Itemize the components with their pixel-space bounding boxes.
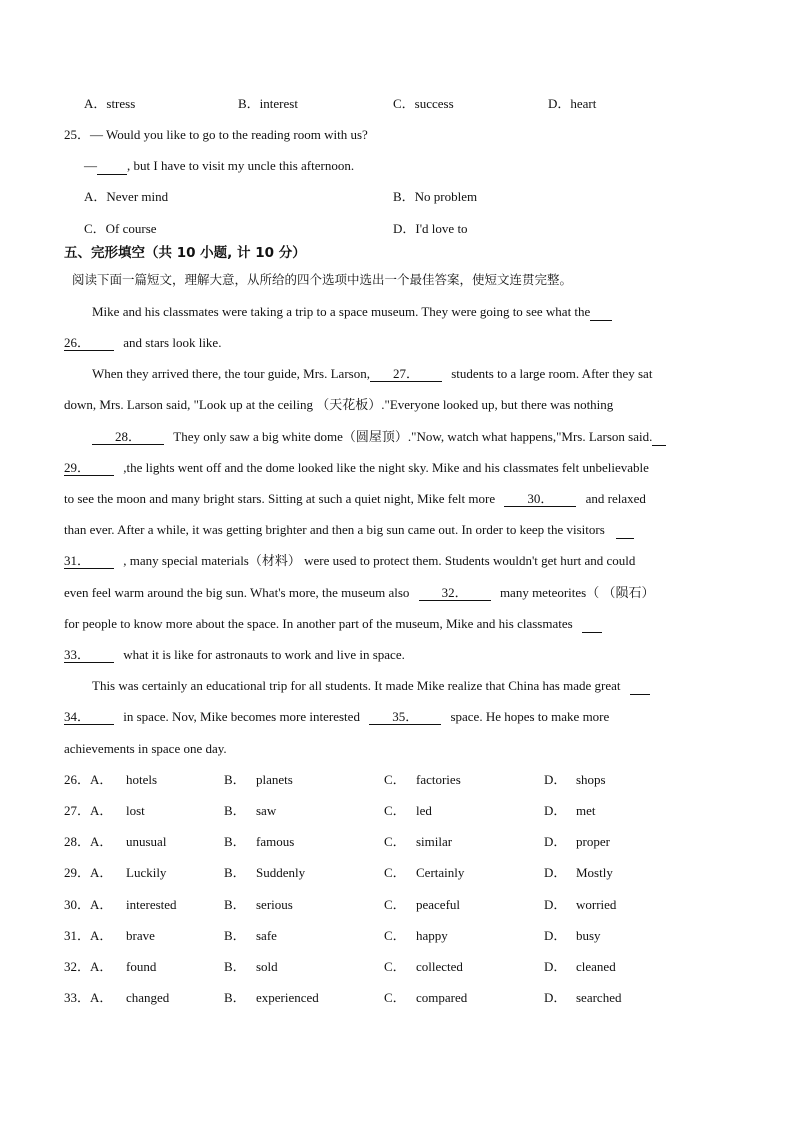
blank-26: 26． [64,336,114,351]
option-c-label: C． [384,772,406,787]
option-d-label: D． [544,959,567,974]
option-d-label: D． [544,990,567,1005]
option-d: busy [576,928,601,943]
blank-lead [582,616,602,633]
passage-text: in space. Nov, Mike becomes more interested [123,709,360,724]
passage-text: Mike and his classmates were taking a trip to a space museum. They were going to see what the [92,304,591,319]
option-a: hotels [126,772,158,787]
choice-row-33 [64,990,744,1008]
option-b-label: B． [224,834,246,849]
q24-option-b: B．interest [238,96,298,111]
passage-text: than ever. After a while, it was getting brighter and then a big sun came out. In order to keep the visitors [64,522,605,537]
q24-option-c: C．success [393,96,454,111]
option-b-label: B． [224,803,246,818]
option-d-label: D． [544,772,567,787]
option-d: shops [576,772,606,787]
option-b-label: B． [224,865,246,880]
q24-option-d: D．heart [548,96,597,111]
choice-number: 27．A． [64,803,113,818]
q25-reply-dash: — [84,158,97,173]
passage-text: This was certainly an educational trip for all students. It made Mike realize that China has made great [92,678,621,693]
blank-28: 28． [92,430,164,445]
option-d-label: D． [544,928,567,943]
choice-row-28 [64,834,744,852]
option-b-label: B． [224,772,246,787]
option-a: brave [126,928,155,943]
choice-row-27 [64,803,744,821]
blank-27: 27． [370,367,442,382]
option-d: worried [576,897,617,912]
passage-text: students to a large room. After they sat [451,366,653,381]
blank-30: 30． [504,492,576,507]
option-d: proper [576,834,610,849]
option-b-label: B． [224,959,246,974]
option-c-label: C． [384,959,406,974]
q25-question: 25．— Would you like to go to the reading room with us? [64,127,368,142]
blank-34: 34． [64,710,114,725]
choice-number: 33．A． [64,990,113,1005]
option-b: Suddenly [256,865,306,880]
option-d: searched [576,990,622,1005]
q25-option-d: D．I'd love to [393,221,468,236]
option-a: lost [126,803,145,818]
passage-text: ,the lights went off and the dome looked like the night sky. Mike and his classmates felt unbelievable [123,460,649,475]
option-c: happy [416,928,448,943]
choice-number: 31．A． [64,928,113,943]
choice-row-26 [64,772,744,790]
option-d-label: D． [544,834,567,849]
passage-line-1 [92,304,612,321]
passage-text: When they arrived there, the tour guide, Mrs. Larson, [92,366,370,381]
option-a: Luckily [126,865,167,880]
option-c: factories [416,772,461,787]
option-d: met [576,803,596,818]
option-a: interested [126,897,177,912]
option-b: sold [256,959,278,974]
blank-33: 33． [64,648,114,663]
passage-text: They only saw a big white dome（圆屋顶）."Now, watch what happens,"Mrs. Larson said. [173,429,653,444]
passage-text: space. He hopes to make more [450,709,610,724]
choice-row-30 [64,897,744,915]
passage-line-7 [64,491,646,507]
option-c: Certainly [416,865,465,880]
option-c: compared [416,990,468,1005]
option-b: saw [256,803,277,818]
q24-option-a: A．stress [84,96,136,111]
blank-lead [616,522,634,539]
q25-blank [97,158,127,175]
passage-line-3 [92,366,652,382]
passage-line-8 [64,522,634,539]
option-d: cleaned [576,959,616,974]
option-d: Mostly [576,865,613,880]
option-c: peaceful [416,897,461,912]
option-c: collected [416,959,463,974]
passage-text: even feel warm around the big sun. What's more, the museum also [64,585,410,600]
blank-lead [590,304,612,321]
section-title: 五、完形填空（共 10 小题, 计 10 分） [64,245,306,261]
passage-line-12 [64,647,405,663]
passage-text: for people to know more about the space. In another part of the museum, Mike and his classmates [64,616,573,631]
passage-line-5 [92,429,666,446]
option-c-label: C． [384,897,406,912]
passage-line-11 [64,616,602,633]
option-c-label: C． [384,803,406,818]
option-c-label: C． [384,990,406,1005]
q25-reply-rest: , but I have to visit my uncle this afternoon. [127,158,355,173]
choice-number: 29．A． [64,865,113,880]
option-b-label: B． [224,928,246,943]
passage-text: and relaxed [585,491,646,506]
choice-number: 26．A． [64,772,113,787]
option-a: changed [126,990,170,1005]
passage-line-14 [64,709,609,725]
option-d-label: D． [544,865,567,880]
passage-text: many meteorites（ （陨石） [499,585,655,600]
section-instruction: 阅读下面一篇短文，理解大意，从所给的四个选项中选出一个最佳答案，使短文连贯完整。 [72,272,573,287]
option-c: similar [416,834,453,849]
passage-line-2 [64,335,221,351]
passage-line-13 [92,678,650,695]
blank-lead [652,429,666,446]
passage-text: to see the moon and many bright stars. Sitting at such a quiet night, Mike felt more [64,491,496,506]
option-c-label: C． [384,928,406,943]
passage-text: and stars look like. [123,335,222,350]
q25-reply [84,158,354,175]
choice-row-32 [64,959,744,977]
choice-number: 28．A． [64,834,113,849]
blank-lead [630,678,650,695]
passage-line-9 [64,553,635,569]
choice-number: 30．A． [64,897,113,912]
passage-text: , many special materials（材料） were used to protect them. Students wouldn't get hurt and could [123,553,636,568]
blank-31: 31． [64,554,114,569]
blank-32: 32． [419,586,491,601]
option-b-label: B． [224,990,246,1005]
passage-line-6 [64,460,649,476]
option-a: unusual [126,834,167,849]
option-b: serious [256,897,293,912]
option-b-label: B． [224,897,246,912]
q25-option-c: C．Of course [84,221,157,236]
option-c-label: C． [384,865,406,880]
option-d-label: D． [544,803,567,818]
q25-option-b: B．No problem [393,189,478,204]
choice-number: 32．A． [64,959,113,974]
option-b: famous [256,834,295,849]
option-d-label: D． [544,897,567,912]
blank-35: 35． [369,710,441,725]
passage-text: what it is like for astronauts to work and live in space. [123,647,405,662]
blank-29: 29． [64,461,114,476]
option-b: safe [256,928,277,943]
option-a: found [126,959,157,974]
option-c-label: C． [384,834,406,849]
option-b: experienced [256,990,319,1005]
passage-line-10 [64,585,654,601]
q25-option-a: A．Never mind [84,189,169,204]
passage-line-15: achievements in space one day. [64,741,227,756]
option-c: led [416,803,432,818]
choice-row-29 [64,865,744,883]
option-b: planets [256,772,293,787]
passage-line-4: down, Mrs. Larson said, "Look up at the ceiling （天花板）."Everyone looked up, but there was nothing [64,397,614,412]
choice-row-31 [64,928,744,946]
